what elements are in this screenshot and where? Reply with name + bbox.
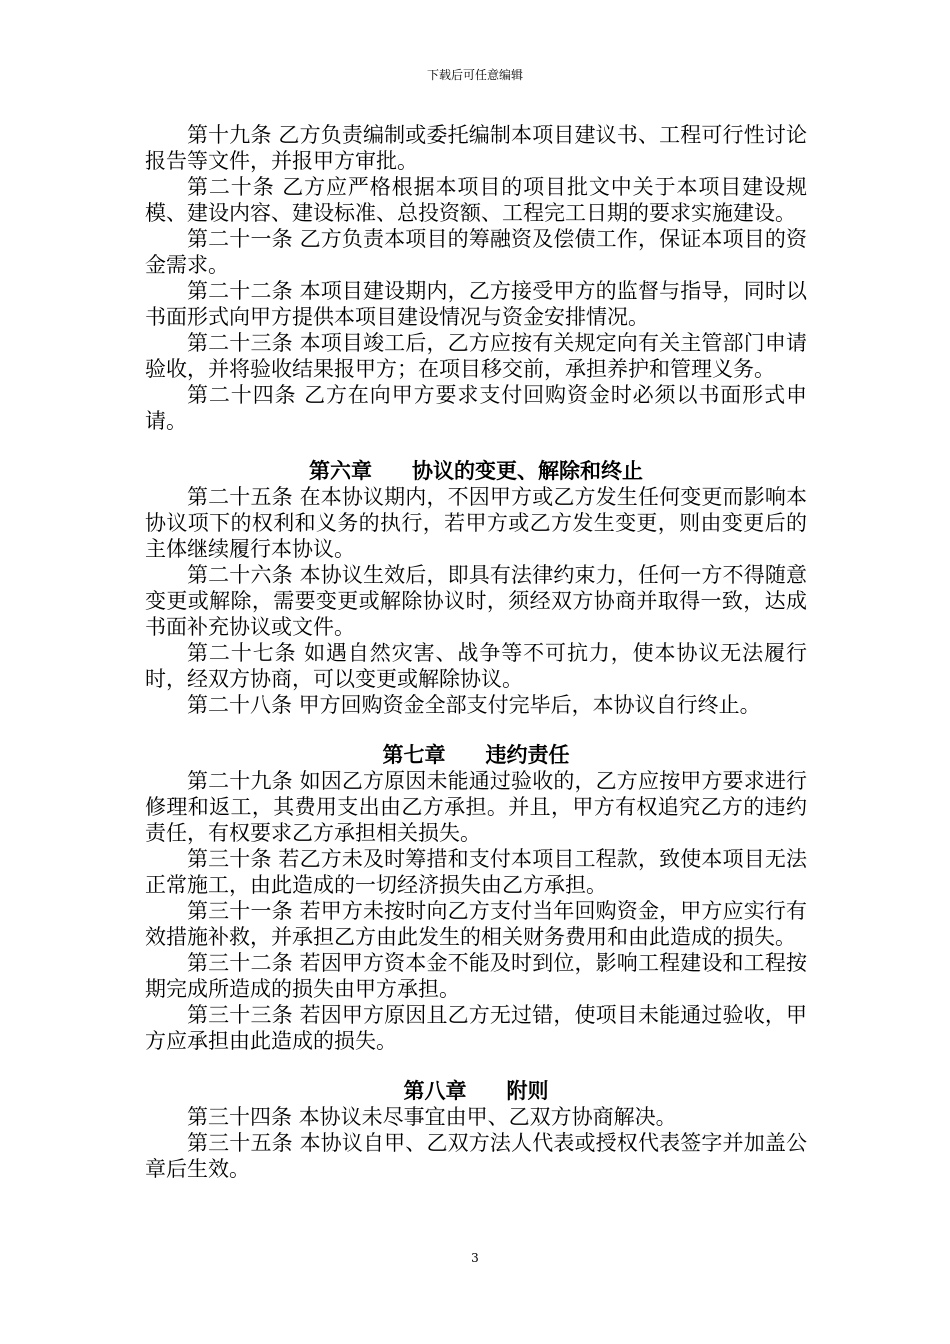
article-31: 第三十一条 若甲方未按时向乙方支付当年回购资金，甲方应实行有效措施补救，并承担乙方由此发生的相关财务费用和由此造成的损失。 — [145, 899, 807, 949]
article-32: 第三十二条 若因甲方资本金不能及时到位，影响工程建设和工程按期完成所造成的损失由甲方承担。 — [145, 951, 807, 1001]
article-24: 第二十四条 乙方在向甲方要求支付回购资金时必须以书面形式申请。 — [145, 383, 807, 433]
article-19: 第十九条 乙方负责编制或委托编制本项目建议书、工程可行性讨论报告等文件，并报甲方审批。 — [145, 123, 807, 173]
article-29: 第二十九条 如因乙方原因未能通过验收的，乙方应按甲方要求进行修理和返工，其费用支出由乙方承担。并且，甲方有权追究乙方的违约责任，有权要求乙方承担相关损失。 — [145, 769, 807, 845]
chapter-6-title: 协议的变更、解除和终止 — [412, 459, 643, 483]
chapter-7-number: 第七章 — [382, 743, 446, 767]
chapter-6-number: 第六章 — [309, 459, 372, 483]
chapter-6-heading — [145, 458, 807, 484]
article-34: 第三十四条 本协议未尽事宜由甲、乙双方协商解决。 — [187, 1105, 677, 1129]
article-23: 第二十三条 本项目竣工后，乙方应按有关规定向有关主管部门申请验收，并将验收结果报甲方；在项目移交前，承担养护和管理义务。 — [145, 331, 807, 381]
article-22: 第二十二条 本项目建设期内，乙方接受甲方的监督与指导，同时以书面形式向甲方提供本项目建设情况与资金安排情况。 — [145, 279, 807, 329]
article-26: 第二十六条 本协议生效后，即具有法律约束力，任何一方不得随意变更或解除，需要变更或解除协议时，须经双方协商并取得一致，达成书面补充协议或文件。 — [145, 563, 807, 639]
chapter-8-title: 附则 — [506, 1079, 549, 1103]
chapter-7-title: 违约责任 — [485, 743, 570, 767]
article-28: 第二十八条 甲方回购资金全部支付完毕后，本协议自行终止。 — [187, 693, 761, 717]
chapter-8-heading — [145, 1078, 807, 1104]
chapter-6 — [145, 458, 807, 718]
article-30: 第三十条 若乙方未及时筹措和支付本项目工程款，致使本项目无法正常施工，由此造成的一切经济损失由乙方承担。 — [145, 847, 807, 897]
chapter-8-number: 第八章 — [403, 1079, 467, 1103]
article-27: 第二十七条 如遇自然灾害、战争等不可抗力，使本协议无法履行时，经双方协商，可以变更或解除协议。 — [145, 641, 807, 691]
chapter-7-heading — [145, 742, 807, 768]
page-number: 3 — [471, 1251, 479, 1265]
document-body — [145, 122, 807, 1182]
article-21: 第二十一条 乙方负责本项目的筹融资及偿债工作，保证本项目的资金需求。 — [145, 227, 807, 277]
article-33: 第三十三条 若因甲方原因且乙方无过错，使项目未能通过验收，甲方应承担由此造成的损失。 — [145, 1003, 807, 1053]
section-articles-19-24 — [145, 122, 807, 434]
chapter-8 — [145, 1078, 807, 1182]
article-20: 第二十条 乙方应严格根据本项目的项目批文中关于本项目建设规模、建设内容、建设标准、总投资额、工程完工日期的要求实施建设。 — [145, 175, 807, 225]
chapter-7 — [145, 742, 807, 1054]
article-25: 第二十五条 在本协议期内，不因甲方或乙方发生任何变更而影响本协议项下的权利和义务的执行，若甲方或乙方发生变更，则由变更后的主体继续履行本协议。 — [145, 485, 807, 561]
header-note: 下载后可任意编辑 — [426, 68, 523, 82]
article-35: 第三十五条 本协议自甲、乙双方法人代表或授权代表签字并加盖公章后生效。 — [145, 1131, 807, 1181]
